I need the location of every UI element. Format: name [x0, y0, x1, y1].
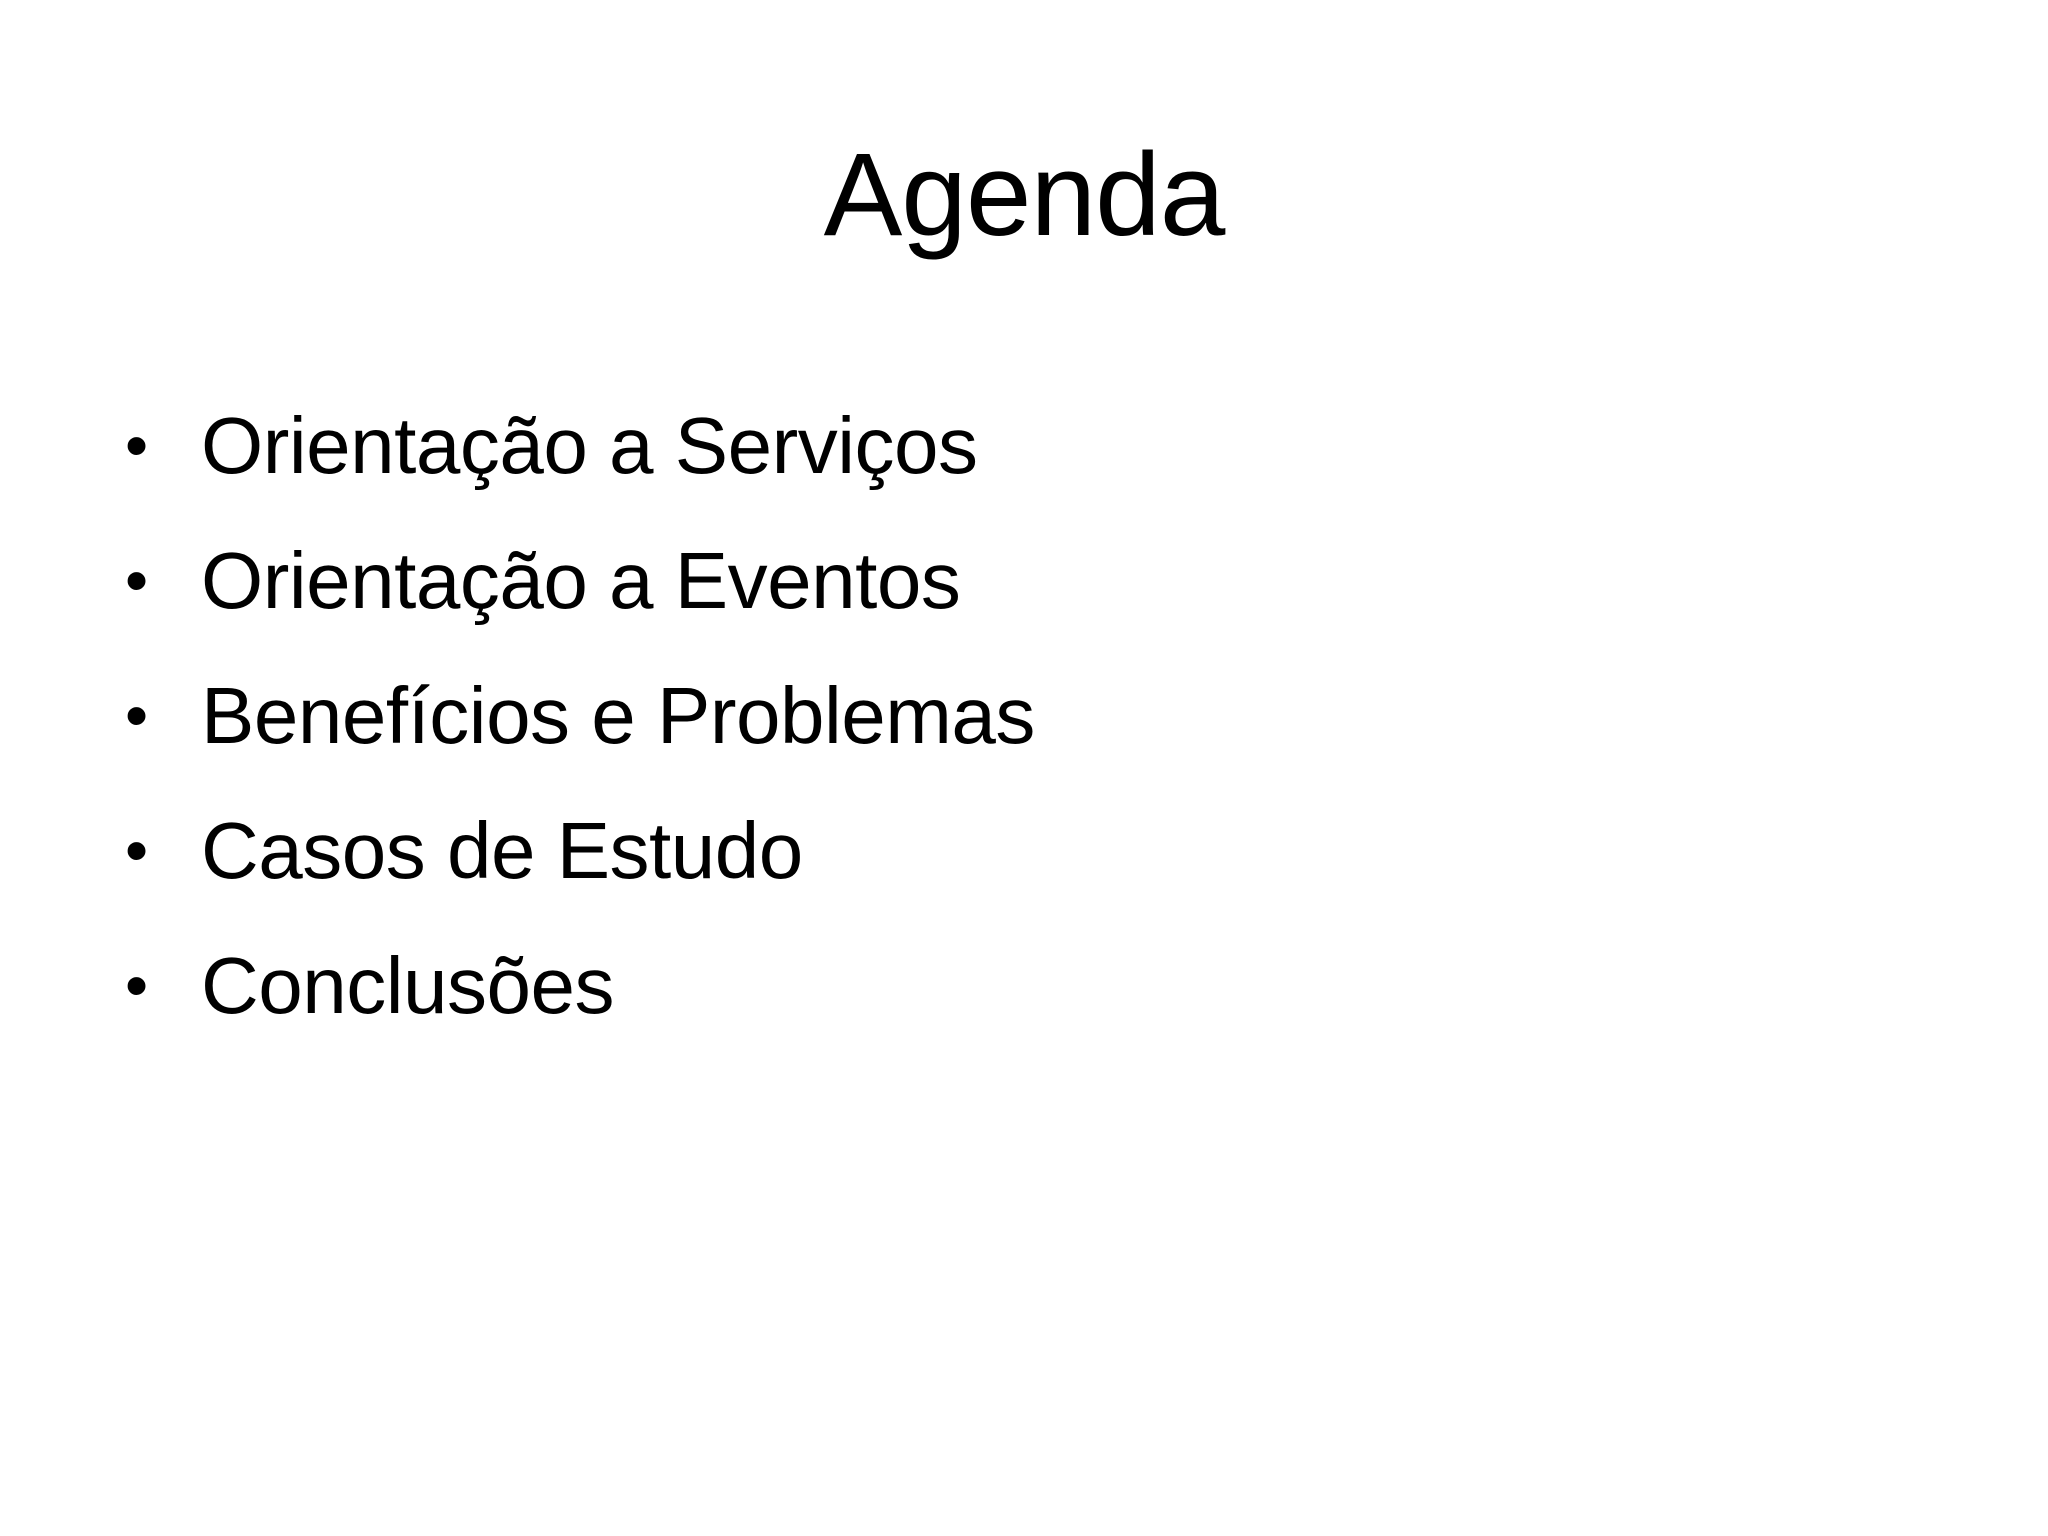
- bullet-item: [125, 513, 1035, 648]
- bullet-list: [125, 378, 1035, 1053]
- bullet-icon: •: [125, 948, 149, 1022]
- bullet-item: [125, 378, 1035, 513]
- bullet-icon: •: [125, 678, 149, 752]
- bullet-item: [125, 918, 1035, 1053]
- bullet-item: [125, 648, 1035, 783]
- bullet-icon: •: [125, 408, 149, 482]
- bullet-icon: •: [125, 813, 149, 887]
- bullet-icon: •: [125, 543, 149, 617]
- bullet-text: Conclusões: [201, 941, 615, 1030]
- bullet-text: Orientação a Serviços: [201, 401, 978, 490]
- bullet-text: Benefícios e Problemas: [201, 671, 1035, 760]
- slide-title: Agenda: [823, 129, 1225, 261]
- bullet-text: Orientação a Eventos: [201, 536, 961, 625]
- bullet-item: [125, 783, 1035, 918]
- bullet-text: Casos de Estudo: [201, 806, 803, 895]
